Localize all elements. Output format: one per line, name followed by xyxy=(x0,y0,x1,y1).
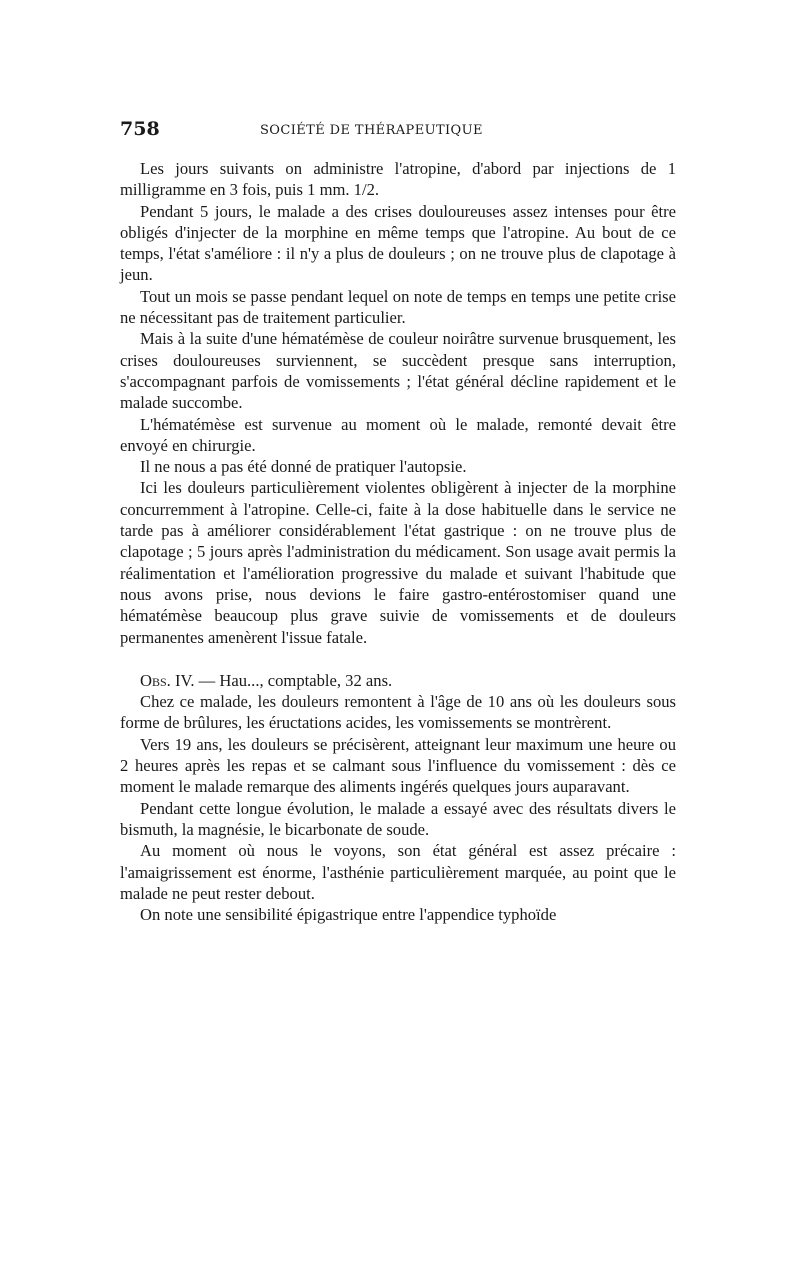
observation-heading xyxy=(120,670,676,691)
paragraph: Pendant 5 jours, le malade a des crises douloureuses assez intenses pour être obligés d'injecter de la morphine en même temps que l'atropine. Au bout de ce temps, l'état s'améliore : il n'y a plus de douleurs ; on ne trouve plus de clapotage à jeun. xyxy=(120,201,676,285)
paragraph: Ici les douleurs particulièrement violentes obligèrent à injecter de la morphine concurremment à l'atropine. Celle-ci, faite à la dose habituelle dans le service ne tarde pas à améliorer considérablement l'état gastrique : on ne trouve plus de clapotage ; 5 jours après l'administration du médicament. Son usage avait permis la réalimentation et l'amélioration progressive du malade et suivant l'habitude que nous avons prise, nous devions le faire gastro-entérostomiser quand une hématémèse beaucoup plus grave suivie de vomissements et de douleurs permanentes amenèrent l'issue fatale. xyxy=(120,478,676,647)
observation-label: Obs. IV. xyxy=(140,670,195,690)
running-title: SOCIÉTÉ DE THÉRAPEUTIQUE xyxy=(260,123,483,138)
page-number: 758 xyxy=(120,118,160,140)
observation-title: — Hau..., comptable, 32 ans. xyxy=(194,670,393,690)
paragraph: L'hématémèse est survenue au moment où le malade, remonté devait être envoyé en chirurgie. xyxy=(120,414,676,455)
body-text xyxy=(120,158,676,925)
paragraph: Il ne nous a pas été donné de pratiquer l'autopsie. xyxy=(140,457,467,477)
paragraph: Vers 19 ans, les douleurs se précisèrent, atteignant leur maximum une heure ou 2 heures après les repas et se calmant sous l'influence du vomissement : dès ce moment le malade remarque des aliments ingérés quelques jours auparavant. xyxy=(120,734,676,797)
paragraph: Mais à la suite d'une hématémèse de couleur noirâtre survenue brusquement, les crises douloureuses surviennent, se succèdent presque sans interruption, s'accompagnant parfois de vomissements ; l'état général décline rapidement et le malade succombe. xyxy=(120,329,676,413)
paragraph: Tout un mois se passe pendant lequel on note de temps en temps une petite crise ne nécessitant pas de traitement particulier. xyxy=(120,286,676,328)
paragraph: On note une sensibilité épigastrique entre l'appendice typhoïde xyxy=(140,905,557,925)
paragraph: Chez ce malade, les douleurs remontent à l'âge de 10 ans où les douleurs sous forme de brûlures, les éructations acides, les vomissements se montrèrent. xyxy=(120,692,676,733)
page-header xyxy=(120,118,680,142)
paragraph: Pendant cette longue évolution, le malade a essayé avec des résultats divers le bismuth, la magnésie, le bicarbonate de soude. xyxy=(120,798,676,839)
paragraph: Les jours suivants on administre l'atropine, d'abord par injections de 1 milligramme en 3 fois, puis 1 mm. 1/2. xyxy=(120,159,676,200)
paragraph: Au moment où nous le voyons, son état général est assez précaire : l'amaigrissement est énorme, l'asthénie particulièrement marquée, au point que le malade ne peut rester debout. xyxy=(120,841,676,903)
